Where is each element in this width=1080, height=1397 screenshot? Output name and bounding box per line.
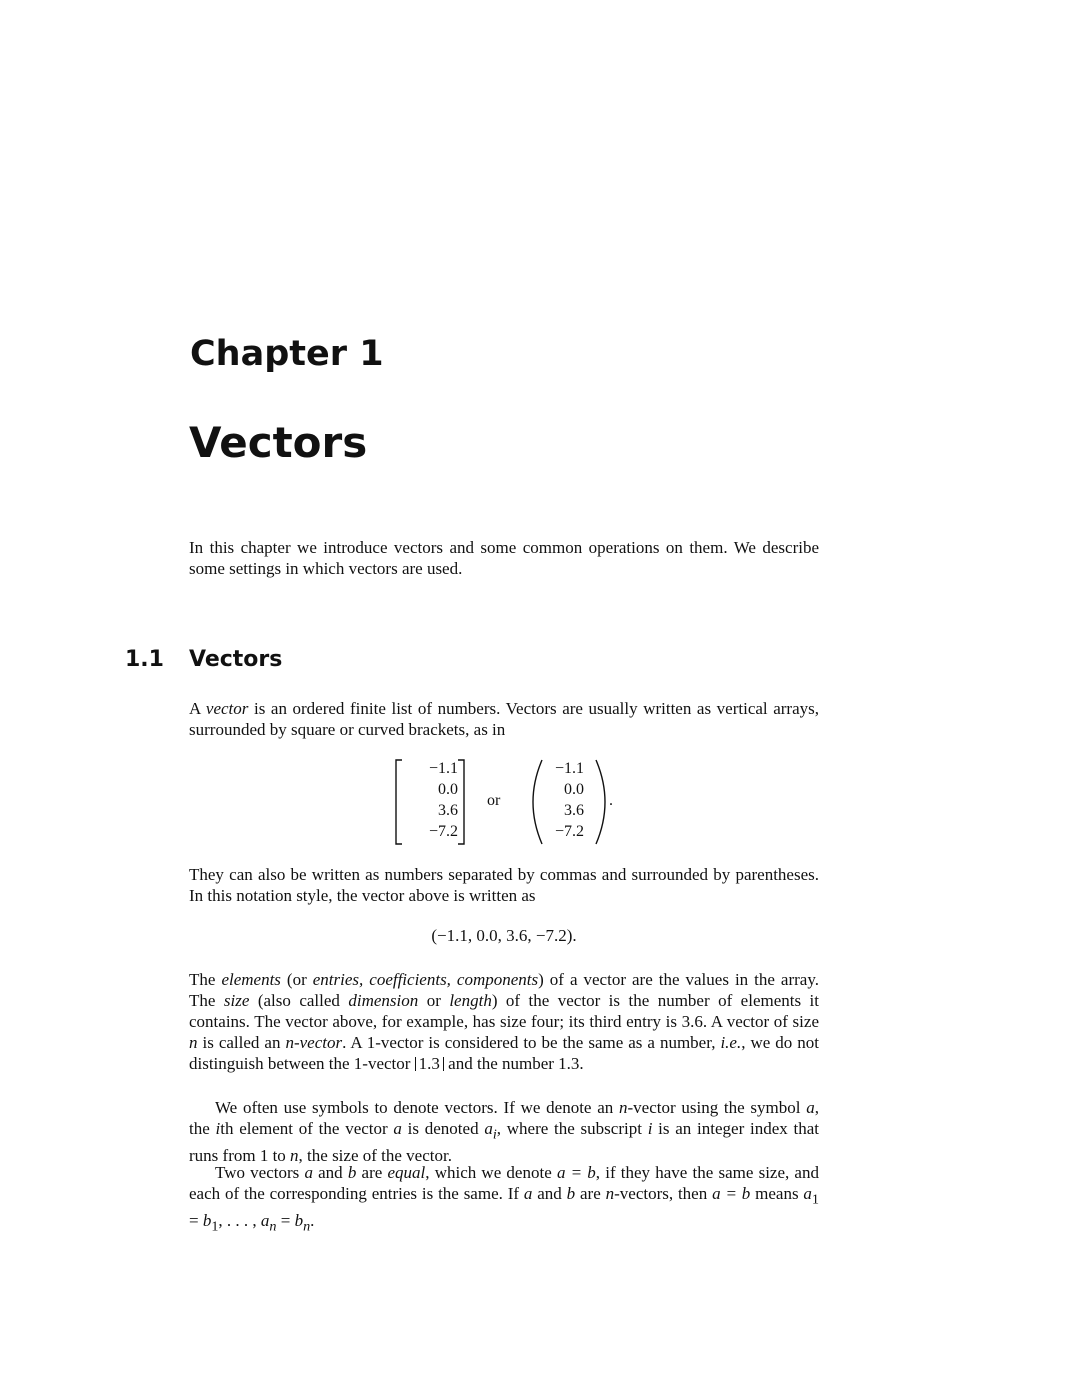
chapter-title: Vectors bbox=[189, 418, 368, 467]
square-bracket-column bbox=[398, 758, 458, 842]
vector-entry: 0.0 bbox=[438, 781, 458, 798]
one-vector-box: 1.3 bbox=[415, 1057, 444, 1071]
or-word: or bbox=[487, 792, 501, 809]
vector-entry: 0.0 bbox=[564, 781, 584, 798]
vector-display-brackets bbox=[390, 758, 630, 846]
chapter-label: Chapter 1 bbox=[190, 334, 384, 374]
paragraph-comma-notation: They can also be written as numbers separated by commas and surrounded by parentheses. In this notation style, the vector above is written as bbox=[189, 865, 819, 905]
vector-entry: 3.6 bbox=[564, 802, 584, 819]
vector-entry: −7.2 bbox=[554, 823, 584, 840]
vector-entry: 3.6 bbox=[438, 802, 458, 819]
chapter-intro: In this chapter we introduce vectors and some common operations on them. We describe some settings in which vectors are used. bbox=[189, 538, 819, 578]
section-number: 1.1 bbox=[125, 647, 164, 672]
paragraph-symbols: We often use symbols to denote vectors. If we denote an n-vector using the symbol a, the ith element of the vector a is denoted $a_i$, where the subscript i is an integer index that runs from 1 to n, the size of the vector. bbox=[189, 1098, 819, 1166]
section-title: Vectors bbox=[189, 647, 283, 672]
right-square-bracket bbox=[458, 760, 464, 844]
vector-entry: −1.1 bbox=[428, 760, 458, 777]
paragraph-vector-definition: A vector is an ordered finite list of numbers. Vectors are usually written as vertical arrays, surrounded by square or curved brackets, as in bbox=[189, 699, 819, 739]
display-period: . bbox=[609, 792, 613, 809]
right-paren bbox=[596, 760, 605, 844]
term-vector: vector bbox=[205, 699, 249, 718]
vector-entry: −7.2 bbox=[428, 823, 458, 840]
paragraph-equality: Two vectors a and b are equal, which we denote a = b, if they have the same size, and each of the corresponding entries is the same. If a and b are n-vectors, then a = b means $a_1 = b_1$, . . . , $a_n = b_n$. bbox=[189, 1163, 819, 1235]
paren-column bbox=[524, 758, 584, 842]
display-vector-tuple: (−1.1, 0.0, 3.6, −7.2). bbox=[431, 926, 577, 945]
paragraph-elements: The elements (or entries, coefficients, components) of a vector are the values in the array. The size (also called dimension or length) of the vector is the number of elements it contains. The vector above, for example, has size four; its third entry is 3.6. A vector of size n is called an n-vector. A 1-vector is considered to be the same as a number, i.e., we do not distinguish between the 1-vector 1.3 and the number 1.3. bbox=[189, 970, 820, 1073]
vector-entry: −1.1 bbox=[554, 760, 584, 777]
